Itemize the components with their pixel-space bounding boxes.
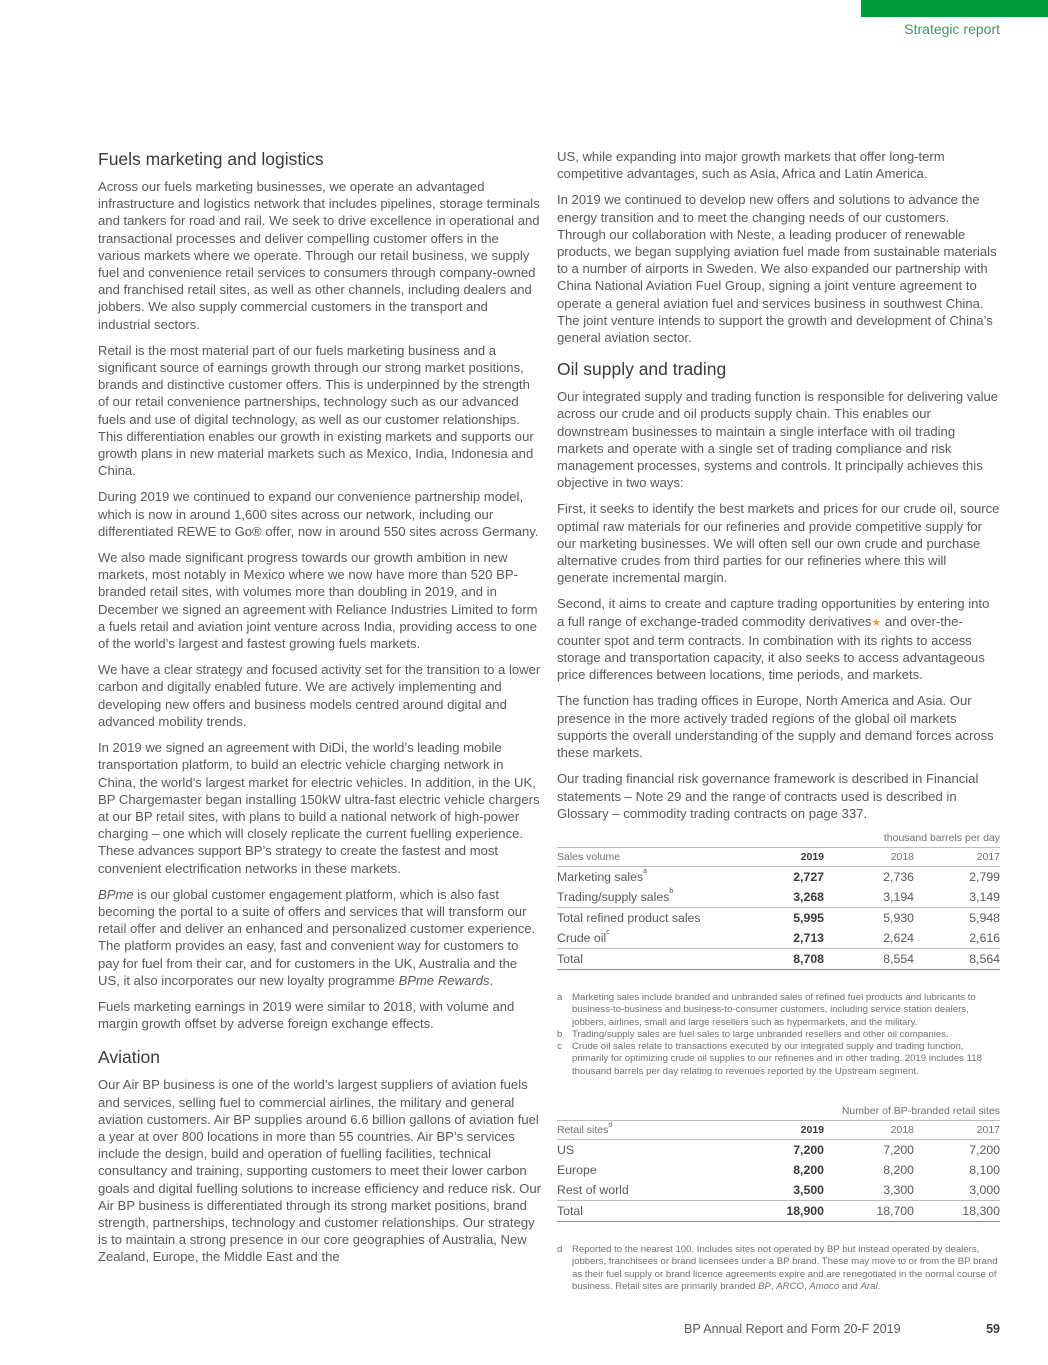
separator: . bbox=[877, 1280, 881, 1292]
bpme-brand: BPme bbox=[98, 886, 134, 902]
row-label: Trading/supply sales$^b$ bbox=[557, 887, 734, 908]
column-header: 2017 bbox=[914, 1120, 1000, 1139]
value-2018: 7,200 bbox=[883, 1142, 914, 1157]
table-row bbox=[557, 1180, 1000, 1201]
column-header: Sales volume bbox=[557, 847, 734, 866]
paragraph: In 2019 we continued to develop new offers and solutions to advance the energy transition and to meet the changing needs of our customers. Through our collaboration with Neste, a leading producer of renewable products, we began supplying aviation fuel made from sustainable materials to a number of airports in Sweden. We also expanded our partnership with China National Aviation Fuel Group, signing a joint venture agreement to operate a general aviation fuel and services business in southwest China. The joint venture intends to support the growth and development of China’s general aviation sector. bbox=[557, 192, 997, 346]
value-2017: 18,300 bbox=[914, 1200, 1000, 1221]
value-2019: 2,713 bbox=[734, 928, 824, 949]
footnote bbox=[557, 1244, 1000, 1293]
table-row bbox=[557, 1139, 1000, 1160]
brand-name: ARCO bbox=[776, 1280, 804, 1292]
footnote-key: d bbox=[557, 1243, 563, 1255]
table-header-row bbox=[557, 847, 1000, 866]
page-number: 59 bbox=[986, 1322, 1000, 1336]
brand-name: BP bbox=[758, 1280, 771, 1292]
table-row bbox=[557, 907, 1000, 928]
row-label: Rest of world bbox=[557, 1180, 734, 1201]
value-2019: 18,900 bbox=[734, 1200, 824, 1221]
table-row bbox=[557, 948, 1000, 969]
paragraph: Fuels marketing earnings in 2019 were similar to 2018, with volume and margin growth offset by adverse foreign exchange effects. bbox=[98, 998, 515, 1032]
footnote-key: a bbox=[557, 991, 563, 1003]
right-column bbox=[557, 148, 1000, 1293]
paragraph: First, it seeks to identify the best markets and prices for our crude oil, source optimal raw materials for our refineries and provide competitive supply for our marketing businesses. We will often sell our own crude and purchase alternative crudes from third parties for our refineries where this will generate incremental margin. bbox=[557, 501, 1000, 586]
footnote-text: Crude oil sales relate to transactions executed by our integrated supply and trading function, primarily for optimizing crude oil supplies to our refineries and in other trading. 2019 includes 118 thousand barrels per day relating to revenues reported by the Upstream segment. bbox=[572, 1041, 982, 1077]
row-label: Total refined product sales bbox=[557, 910, 701, 925]
row-label: Crude oil$^c$ bbox=[557, 928, 734, 949]
left-column bbox=[98, 148, 541, 1275]
retail-footnotes bbox=[557, 1244, 1000, 1293]
column-header: 2019 bbox=[734, 1120, 824, 1139]
value-2018: 3,300 bbox=[824, 1180, 914, 1201]
value-2018: 3,194 bbox=[824, 887, 914, 908]
separator: and bbox=[839, 1280, 861, 1292]
row-label: Europe bbox=[557, 1162, 597, 1177]
paragraph-text: . bbox=[489, 972, 494, 988]
paragraph: Across our fuels marketing businesses, we operate an advantaged infrastructure and logistics network that includes pipelines, storage terminals and tankers for road and rail. We seek to drive excellence in operational and transactional processes and deliver compelling customer offers in the various markets where we operate. Through our retail business, we supply fuel and convenience retail services to consumers through company-owned and franchised retail sites, as well as other channels, including dealers and jobbers. We also supply commercial customers in the transport and industrial sectors. bbox=[98, 179, 540, 332]
paragraph: Retail is the most material part of our fuels marketing business and a significant source of earnings growth through our strong market positions, brands and distinctive customer offers. This is underpinned by the strength of our retail convenience partnerships, technology such as our advanced fuels and use of digital technology, as well as our customer relationships. This differentiation enables our growth in existing markets and supports our growth plans in new material markets such as Mexico, India, Indonesia and China. bbox=[98, 342, 534, 479]
footnote-key: b bbox=[557, 1028, 563, 1040]
footer-title: BP Annual Report and Form 20-F 2019 bbox=[684, 1322, 901, 1336]
table-unit: Number of BP-branded retail sites bbox=[557, 1104, 1000, 1121]
footnote-text: Marketing sales include branded and unbranded sales of refined fuel products and lubricants to business-to-business and business-to-consumer customers, including service station dealers, jobbers, airlines, small and large resellers such as hypermarkets, and the military. bbox=[572, 991, 976, 1028]
section-label: Strategic report bbox=[904, 21, 1000, 37]
row-label: Total bbox=[557, 1200, 734, 1221]
paragraph bbox=[557, 595, 1000, 683]
paragraph: During 2019 we continued to expand our convenience partnership model, which is now in around 1,600 sites across our network, including our differentiated REWE to Go® offer, now in around 550 sites across Germany. bbox=[98, 489, 539, 539]
column-header: 2019 bbox=[734, 847, 824, 866]
brand-accent-bar bbox=[861, 0, 1048, 17]
value-2018: 2,736 bbox=[883, 869, 914, 884]
heading-oil-supply: Oil supply and trading bbox=[557, 359, 727, 380]
value-2019: 3,500 bbox=[734, 1180, 824, 1201]
value-2017: 3,000 bbox=[914, 1180, 1000, 1201]
row-label: Total bbox=[557, 948, 734, 969]
paragraph: We also made significant progress towards our growth ambition in new markets, most notably in Mexico where we now have more than 520 BP-branded retail sites, with volumes more than doubling in 2019, and in December we signed an agreement with Reliance Industries Limited to form a fuels retail and aviation joint venture across India, providing access to one of the world’s largest and fastest growing fuels markets. bbox=[98, 550, 538, 652]
separator: , bbox=[803, 1280, 810, 1292]
footnote-ref: d bbox=[608, 1121, 613, 1129]
value-2019: 8,200 bbox=[793, 1162, 824, 1177]
value-2017: 5,948 bbox=[969, 910, 1000, 925]
sales-footnotes bbox=[557, 992, 1000, 1078]
paragraph-text: Second, it aims to create and capture trading opportunities by entering into a full range of exchange-traded commodity derivatives bbox=[557, 596, 990, 629]
value-2018: 2,624 bbox=[824, 928, 914, 949]
heading-aviation: Aviation bbox=[98, 1047, 160, 1068]
value-2017: 2,616 bbox=[914, 928, 1000, 949]
value-2018: 18,700 bbox=[824, 1200, 914, 1221]
footnote bbox=[557, 992, 1000, 1029]
table-header-row bbox=[557, 1120, 1000, 1139]
column-header: 2017 bbox=[914, 847, 1000, 866]
separator: , bbox=[770, 1280, 777, 1292]
footnote bbox=[557, 1041, 1000, 1078]
value-2019: 5,995 bbox=[793, 910, 824, 925]
table-row bbox=[557, 887, 1000, 908]
paragraph: US, while expanding into major growth markets that offer long-term competitive advantages, such as Asia, Africa and Latin America. bbox=[557, 149, 945, 182]
value-2017: 2,799 bbox=[969, 869, 1000, 884]
footnote-text bbox=[572, 1244, 1000, 1293]
value-2019: 8,708 bbox=[734, 948, 824, 969]
table-row bbox=[557, 928, 1000, 949]
row-label: Marketing sales$^a$ bbox=[557, 867, 648, 884]
brand-name: Aral bbox=[860, 1280, 878, 1292]
footnote-ref: b bbox=[669, 887, 674, 895]
value-2017: 7,200 bbox=[969, 1142, 1000, 1157]
paragraph-bpme bbox=[98, 886, 541, 989]
header-label: Retail sites bbox=[557, 1123, 609, 1136]
glossary-star-icon[interactable]: ★ bbox=[871, 616, 882, 629]
value-2017: 8,100 bbox=[969, 1162, 1000, 1177]
paragraph: The function has trading offices in Europe, North America and Asia. Our presence in the more actively traded regions of the global oil markets supports the overall understanding of the supply and demand forces across these markets. bbox=[557, 693, 994, 761]
column-header bbox=[557, 1120, 734, 1139]
brand-name: Amoco bbox=[809, 1280, 840, 1292]
table-row bbox=[557, 866, 1000, 887]
footnote-body: Reported to the nearest 100. Includes sites not operated by BP but instead operated by dealers, jobbers, franchisees or brand licensees under a BP brand. These may move to or from the BP brand as their fuel supply or brand licence agreements expire and are renegotiated in the normal course of business. Retail sites are primarily branded bbox=[572, 1243, 998, 1292]
value-2018: 5,930 bbox=[883, 910, 914, 925]
paragraph-text: is our global customer engagement platform, which is also fast becoming the portal to a suite of offers and services that will transform our retail offer and deliver an enhanced and personalized customer experience. The platform provides an easy, fast and convenient way for customers to pay for fuel from their car, and for customers in the UK, Australia and the US, it also incorporates our new loyalty programme bbox=[98, 886, 536, 988]
value-2017: 3,149 bbox=[914, 887, 1000, 908]
value-2019: 3,268 bbox=[734, 887, 824, 908]
value-2019: 2,727 bbox=[793, 869, 824, 884]
footnote-text: Trading/supply sales are fuel sales to large unbranded resellers and other oil companies. bbox=[572, 1028, 949, 1040]
paragraph-text: and over-the-counter spot and term contracts. In combination with its rights to access storage and transportation capacity, it also seeks to access advantageous price differences between locations, time periods, and markets. bbox=[557, 613, 985, 683]
value-2019: 7,200 bbox=[793, 1142, 824, 1157]
column-header: 2018 bbox=[824, 1120, 914, 1139]
bpme-rewards-brand: BPme Rewards bbox=[398, 972, 490, 988]
table-row bbox=[557, 1160, 1000, 1180]
value-2017: 8,564 bbox=[914, 948, 1000, 969]
paragraph: In 2019 we signed an agreement with DiDi, the world’s leading mobile transportation platform, to build an electric vehicle charging network in China, the world’s largest market for electric vehicles. In addition, in the UK, BP Chargemaster began installing 150kW ultra-fast electric vehicle chargers at our BP retail sites, with plans to build a national network of high-power charging – one which will closely replicate the current fuelling experience. These advances support BP’s strategy to create the fastest and most convenient electrification networks in these markets. bbox=[98, 740, 540, 876]
sales-volume-table bbox=[557, 831, 1000, 970]
footnote-ref: a bbox=[643, 867, 648, 875]
footnote-key: c bbox=[557, 1041, 562, 1053]
footnote bbox=[557, 1029, 1000, 1041]
paragraph: Our trading financial risk governance framework is described in Financial statements – Note 29 and the range of contracts used is described in Glossary – commodity trading contracts on page 337. bbox=[557, 771, 979, 821]
paragraph: We have a clear strategy and focused activity set for the transition to a lower carbon and digitally enabled future. We are actively implementing and developing new offers and business models centred around digital and advanced mobility trends. bbox=[98, 662, 541, 729]
value-2018: 8,200 bbox=[883, 1162, 914, 1177]
retail-sites-table bbox=[557, 1104, 1000, 1222]
heading-fuels-marketing: Fuels marketing and logistics bbox=[98, 149, 324, 169]
paragraph: Our Air BP business is one of the world’s largest suppliers of aviation fuels and services, selling fuel to commercial airlines, the military and general aviation customers. Air BP supplies around 6.6 billion gallons of aviation fuel a year at over 800 locations in more than 55 countries. Air BP’s services include the design, build and operation of fuelling facilities, technical consultancy and training, supporting customers to meet their lower carbon goals and digital fuelling solutions to increase efficiency and reduce risk. Our Air BP business is differentiated through its strong market positions, brand strength, partnerships, technology and customer relationships. Our strategy is to maintain a strong presence in our core geographies of Australia, New Zealand, Europe, the Middle East and the bbox=[98, 1077, 542, 1265]
footnote-ref: c bbox=[606, 928, 610, 936]
paragraph: Our integrated supply and trading function is responsible for delivering value across our crude and oil products supply chain. This enables our downstream businesses to maintain a single interface with oil trading markets and operate with a single set of trading compliance and risk management processes, systems and controls. It principally achieves this objective in two ways: bbox=[557, 389, 999, 491]
table-unit: thousand barrels per day bbox=[557, 831, 1000, 848]
table-row bbox=[557, 1200, 1000, 1221]
row-label: US bbox=[557, 1142, 575, 1157]
column-header: 2018 bbox=[824, 847, 914, 866]
value-2018: 8,554 bbox=[824, 948, 914, 969]
